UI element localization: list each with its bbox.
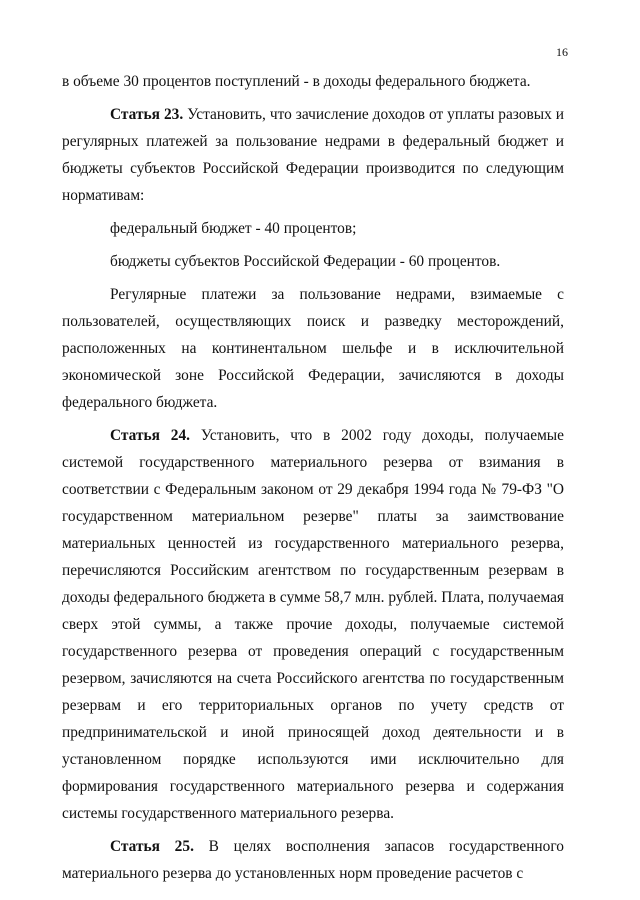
article-24 xyxy=(62,422,564,827)
article-23 xyxy=(62,101,564,209)
article-25-text: В целях восполнения запасов государственного материального резерва до установленных норм проведение расчетов с xyxy=(62,838,564,882)
article-23-title: Статья 23. xyxy=(110,106,184,123)
article-24-text: Установить, что в 2002 году доходы, получаемые системой государственного материального резерва от взимания в соответствии с Федеральным законом от 29 декабря 1994 года № 79-ФЗ "О государственном материальном резерве" платы за заимствование материальных ценностей из государственного материального резерва, перечисляются Российским агентством по государственным резервам в доходы федерального бюджета в сумме 58,7 млн. рублей. Плата, получаемая сверх этой суммы, а также прочие доходы, получаемые системой государственного резерва от проведения операций с государственным резервом, зачисляются на счета Российского агентства по государственным резервам и его территориальных органов по учету средств от предпринимательской и иной приносящей доход деятельности и в установленном порядке используются ими исключительно для формирования государственного материального резерва и содержания системы государственного материального резерва. xyxy=(62,427,564,822)
article-23-norm-federal: федеральный бюджет - 40 процентов; xyxy=(110,220,357,237)
page-number: 16 xyxy=(556,45,568,59)
article-25-title: Статья 25. xyxy=(110,838,194,855)
article-23-paragraph-2: Регулярные платежи за пользование недрами, взимаемые с пользователей, осуществляющих поиск и разведку месторождений, расположенных на континентальном шельфе и в исключительной экономической зоне Российской Федерации, зачисляются в доходы федерального бюджета. xyxy=(62,286,564,411)
document-body xyxy=(62,68,564,887)
paragraph-continuation: в объеме 30 процентов поступлений - в доходы федерального бюджета. xyxy=(62,73,531,90)
article-25 xyxy=(62,833,564,887)
article-23-norm-regional: бюджеты субъектов Российской Федерации - 60 процентов. xyxy=(110,253,501,270)
article-24-title: Статья 24. xyxy=(110,427,191,444)
article-23-text: Установить, что зачисление доходов от уплаты разовых и регулярных платежей за пользование недрами в федеральный бюджет и бюджеты субъектов Российской Федерации производится по следующим нормативам: xyxy=(62,106,564,204)
